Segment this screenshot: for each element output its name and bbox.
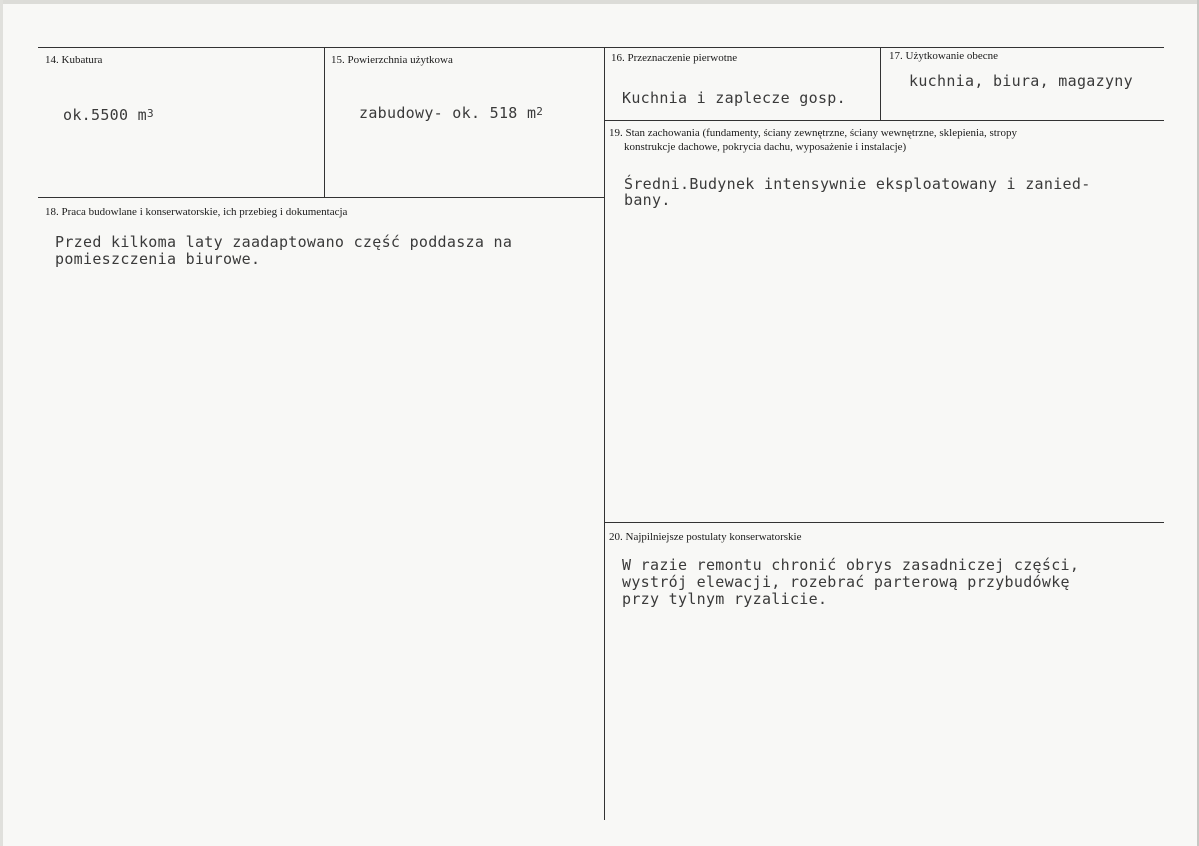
powierzchnia-unit-exponent: 2 <box>536 105 544 118</box>
kubatura-value-text: ok.5500 m <box>63 106 147 124</box>
stan-label-line-1: 19. Stan zachowania (fundamenty, ściany zewnętrzne, ściany wewnętrzne, sklepienia, stropy <box>609 127 1017 139</box>
praca-line-1: Przed kilkoma laty zaadaptowano część poddasza na <box>55 233 513 251</box>
rule-right-upper <box>604 120 1164 121</box>
divider-16-17 <box>880 47 881 120</box>
kubatura-unit-exponent: 3 <box>146 107 154 120</box>
praca-line-2: pomieszczenia biurowe. <box>55 250 261 268</box>
kubatura-label: 14. Kubatura <box>45 54 103 66</box>
rule-right-lower <box>604 522 1164 523</box>
center-divider <box>604 47 605 820</box>
praca-label: 18. Praca budowlane i konserwatorskie, ich przebieg i dokumentacja <box>45 206 348 218</box>
rule-left-mid <box>38 197 604 198</box>
card-left-edge <box>0 0 3 846</box>
postulaty-line-1: W razie remontu chronić obrys zasadniczej części, <box>622 556 1080 574</box>
kubatura-value <box>63 107 154 125</box>
przeznaczenie-label: 16. Przeznaczenie pierwotne <box>611 52 738 64</box>
card-top-edge <box>0 0 1199 4</box>
powierzchnia-label: 15. Powierzchnia użytkowa <box>331 54 453 66</box>
stan-line-2: bany. <box>624 191 671 209</box>
top-rule <box>38 47 1164 48</box>
postulaty-line-2: wystrój elewacji, rozebrać parterową przybudówkę <box>622 573 1070 591</box>
divider-14-15 <box>324 47 325 197</box>
uzytkowanie-label: 17. Użytkowanie obecne <box>889 50 999 62</box>
przeznaczenie-value: Kuchnia i zaplecze gosp. <box>622 89 846 107</box>
stan-label-line-2: konstrukcje dachowe, pokrycia dachu, wyposażenie i instalacje) <box>624 141 907 153</box>
powierzchnia-value <box>359 105 543 123</box>
stan-line-1: Średni.Budynek intensywnie eksploatowany i zanied- <box>624 175 1091 193</box>
powierzchnia-value-text: zabudowy- ok. 518 m <box>359 104 537 122</box>
postulaty-line-3: przy tylnym ryzalicie. <box>622 590 828 608</box>
postulaty-label: 20. Najpilniejsze postulaty konserwatorskie <box>609 531 802 543</box>
uzytkowanie-value: kuchnia, biura, magazyny <box>909 72 1133 90</box>
